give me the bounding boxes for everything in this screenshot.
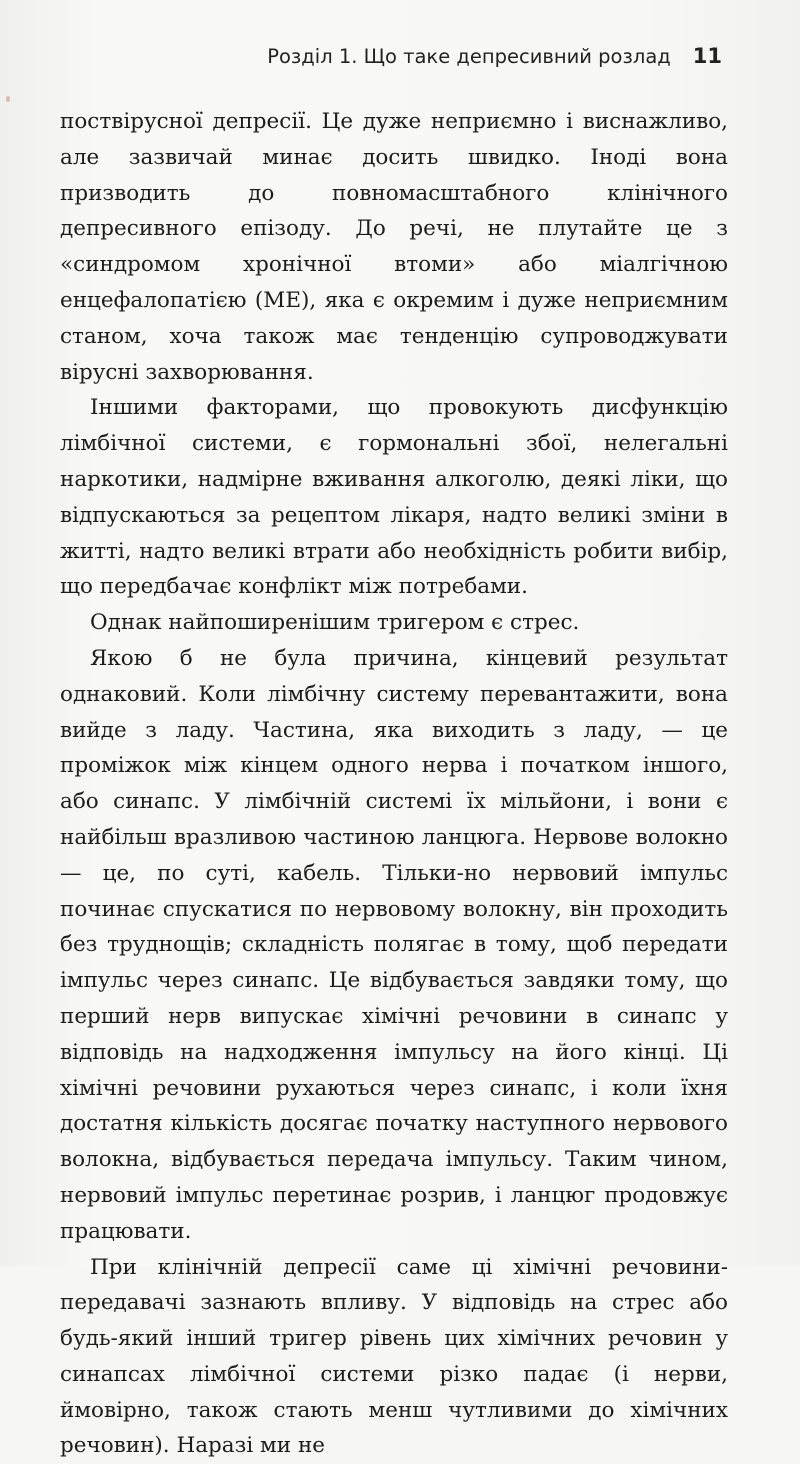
paragraph-3: Однак найпоширенішим тригером є стрес.: [60, 605, 728, 641]
chapter-title: Розділ 1. Що таке депресивний розлад: [267, 45, 671, 68]
running-header: [267, 44, 722, 68]
paragraph-1: поствірусної депресії. Це дуже неприємно і виснажливо, але зазвичай минає досить швидко. Іноді вона призводить до повномасштабного клінічного депресивного епізоду. До речі, не плутайте це з «синдромом хронічної втоми» або міалгічною енцефалопатією (МЕ), яка є окремим і дуже неприємним станом, хоча також має тенденцію супроводжувати вірусні захворювання.: [60, 104, 728, 390]
paragraph-5: При клінічній депресії саме ці хімічні речовини-передавачі зазнають впливу. У відповідь на стрес або будь-який інший тригер рівень цих хімічних речовин у синапсах лімбічної системи різко падає (і нерви, ймовірно, також стають менш чутливими до хімічних речовин). Наразі ми не: [60, 1250, 728, 1464]
paragraph-2: Іншими факторами, що провокують дисфункцію лімбічної системи, є гормональні збої, нелегальні наркотики, надмірне вживання алкоголю, деякі ліки, що відпускаються за рецептом лікаря, надто великі зміни в житті, надто великі втрати або необхідність робити вибір, що передбачає конфлікт між потребами.: [60, 390, 728, 605]
body-text: [60, 104, 728, 1464]
page-number: 11: [693, 44, 722, 68]
paper-speck: [6, 96, 10, 102]
paragraph-4: Якою б не була причина, кінцевий результат однаковий. Коли лімбічну систему перевантажити, вона вийде з ладу. Частина, яка виходить з ладу, — це проміжок між кінцем одного нерва і початком іншого, або синапс. У лімбічній системі їх мільйони, і вони є найбільш вразливою частиною ланцюга. Нервове волокно — це, по суті, кабель. Тільки-но нервовий імпульс починає спускатися по нервовому волокну, він проходить без труднощів; складність полягає в тому, щоб передати імпульс через синапс. Це відбувається завдяки тому, що перший нерв випускає хімічні речовини в синапс у відповідь на надходження імпульсу на його кінці. Ці хімічні речовини рухаються через синапс, і коли їхня достатня кількість досягає початку наступного нервового волокна, відбувається передача імпульсу. Таким чином, нервовий імпульс перетинає розрив, і ланцюг продовжує працювати.: [60, 641, 728, 1250]
